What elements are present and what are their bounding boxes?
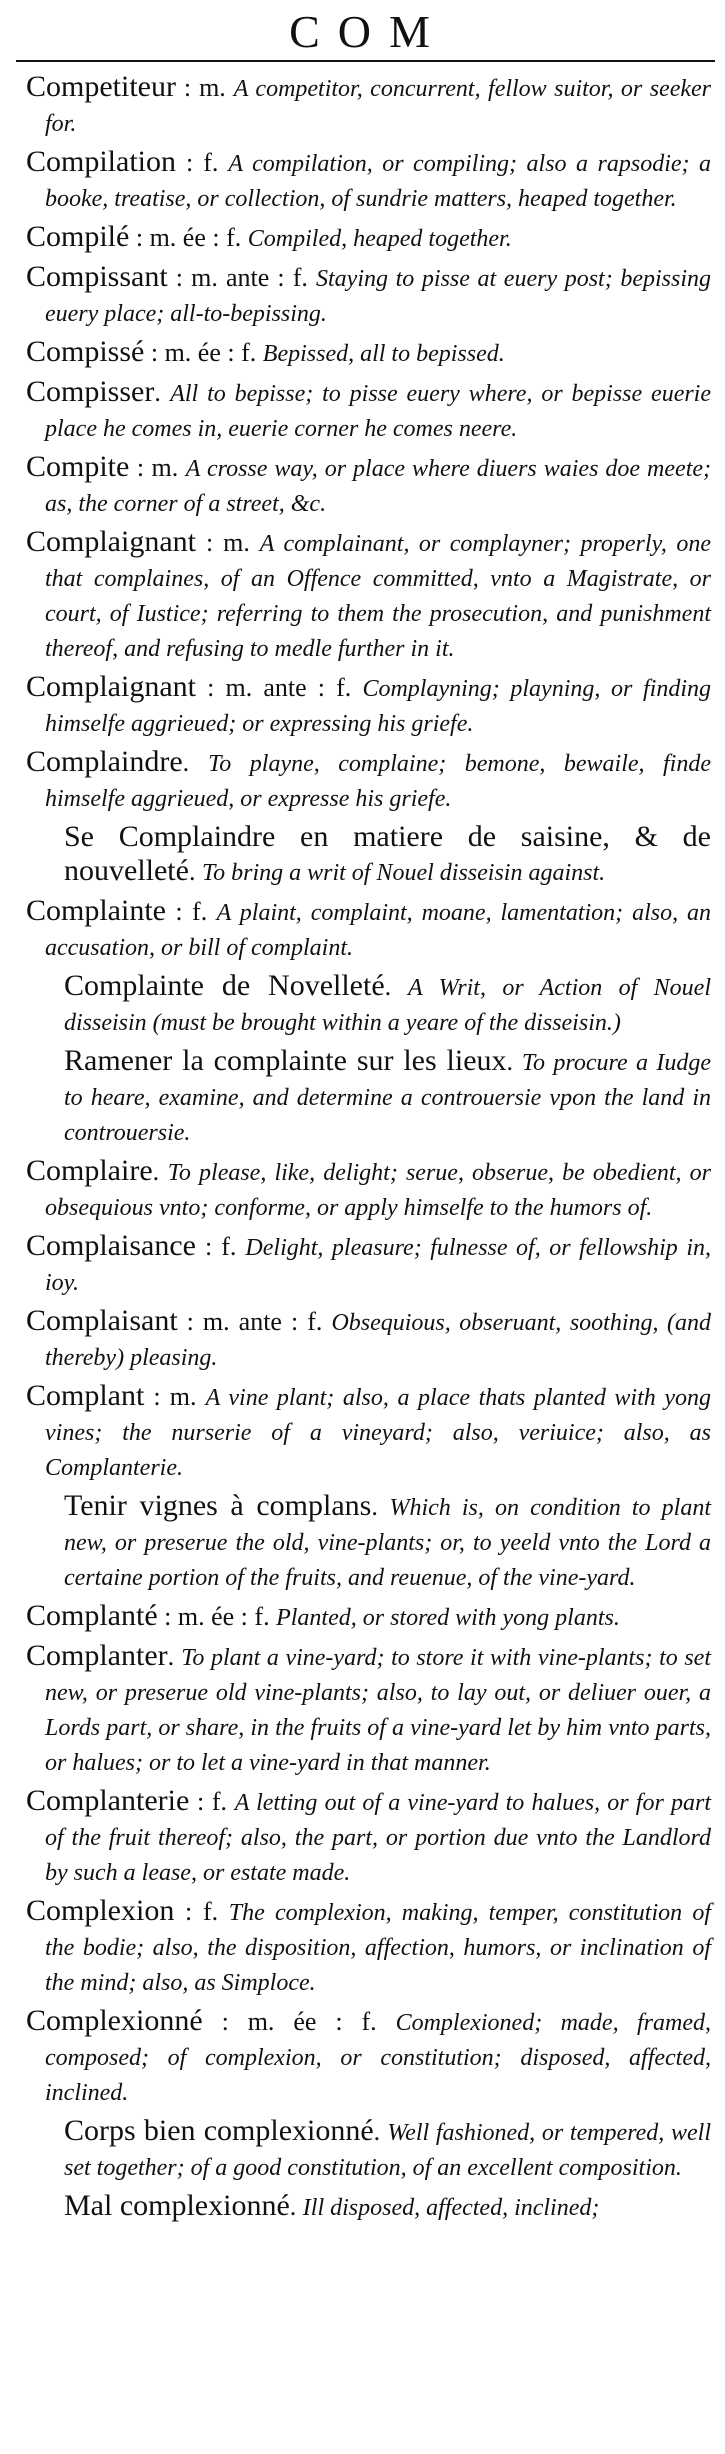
definition: A complainant, or complayner; properly, one that complaines, of an Offence committed, vnto a Magistrate, or court, of Iustice; referring to them the prosecution, and punishment thereof, and refusing to medle further in it. — [45, 531, 711, 662]
sub-entry — [26, 2189, 711, 2225]
headword: Complainte de Novelleté — [64, 969, 385, 1002]
dictionary-entry — [26, 1229, 711, 1300]
headword: Complainte — [26, 894, 166, 927]
definition: To bring a writ of Nouel disseisin against. — [201, 860, 606, 886]
dictionary-entry — [26, 1154, 711, 1225]
definition: Well fashioned, or tempered, well set together; of a good constitution, of an excellent composition. — [64, 2120, 711, 2181]
grammar-note: . — [152, 1157, 168, 1186]
headword: Complaisance — [26, 1229, 196, 1262]
grammar-note: . — [371, 1492, 390, 1521]
definition: A vine plant; also, a place thats planted with yong vines; the nurserie of a vineyard; also, veriuice; also, as Complanterie. — [45, 1385, 712, 1481]
grammar-note: . — [373, 2117, 388, 2146]
sub-entry — [26, 1044, 711, 1150]
dictionary-entry — [26, 745, 711, 816]
definition: A crosse way, or place where diuers waies doe meete; as, the corner of a street, &c. — [45, 456, 711, 517]
definition: To plant a vine-yard; to store it with vine-plants; to set new, or preserue old vine-plants; also, to lay out, or deliuer ouer, a Lords part, or share, in the fruits of a vine-yard let by him vnto parts, or halues; or to let a vine-yard in that manner. — [45, 1645, 712, 1776]
running-head: COM — [289, 6, 448, 57]
dictionary-entry — [26, 375, 711, 446]
headword: Complanté — [26, 1599, 158, 1632]
dictionary-entry — [26, 525, 711, 666]
grammar-note: : f. — [174, 1897, 229, 1926]
definition: Delight, pleasure; fulnesse of, or fellowship in, ioy. — [45, 1235, 711, 1296]
dictionary-entry — [26, 670, 711, 741]
headword: Ramener la complainte sur les lieux — [64, 1044, 507, 1077]
headword: Complaisant — [26, 1304, 178, 1337]
definition: Which is, on condition to plant new, or preserue the old, vine-plants; or, to yeeld vnto the Lord a certaine portion of the fruits, and reuenue, of the vine-yard. — [64, 1495, 711, 1591]
sub-entry — [26, 969, 711, 1040]
dictionary-entry — [26, 1784, 711, 1890]
dictionary-entry — [26, 220, 711, 256]
definition: To please, like, delight; serue, obserue, be obedient, or obsequious vnto; conforme, or apply himselfe to the humors of. — [45, 1160, 712, 1221]
headword: Compisser — [26, 375, 155, 408]
definition: A plaint, complaint, moane, lamentation; also, an accusation, or bill of complaint. — [45, 900, 711, 961]
entry-list — [26, 70, 711, 2225]
headword: Complaindre — [26, 745, 183, 778]
headword: Complaignant — [26, 525, 196, 558]
definition: Obsequious, obseruant, soothing, (and thereby) pleasing. — [45, 1310, 712, 1371]
sub-entry — [26, 1489, 711, 1595]
dictionary-entry — [26, 2004, 711, 2110]
headword: Complaignant — [26, 670, 196, 703]
definition: The complexion, making, temper, constitution of the bodie; also, the disposition, affection, humors, or inclination of the mind; also, as Simploce. — [45, 1900, 711, 1996]
grammar-note: : m. ée : f. — [157, 1602, 277, 1631]
headword: Complant — [26, 1379, 145, 1412]
headword: Compilé — [26, 220, 130, 253]
grammar-note: . — [289, 2192, 303, 2221]
headword: Complexion — [26, 1894, 175, 1927]
grammar-note: : f. — [165, 897, 217, 926]
grammar-note: : m. — [129, 453, 186, 482]
definition: Ill disposed, affected, inclined; — [302, 2195, 600, 2221]
headword: Complexionné — [26, 2004, 203, 2037]
grammar-note: : m. ante : f. — [167, 263, 317, 292]
grammar-note: . — [167, 1642, 182, 1671]
headword: Complanterie — [26, 1784, 190, 1817]
dictionary-entry — [26, 145, 711, 216]
grammar-note: : m. — [144, 1382, 206, 1411]
grammar-note: : m. ante : f. — [177, 1307, 332, 1336]
definition: A Writ, or Action of Nouel disseisin (must be brought within a yeare of the disseisin.) — [64, 975, 711, 1036]
headword: Compissé — [26, 335, 145, 368]
dictionary-entry — [26, 450, 711, 521]
dictionary-entry — [26, 894, 711, 965]
grammar-note: : m. ée : f. — [144, 338, 263, 367]
headword: Se Complaindre en matiere de saisine, & de nouvelleté — [64, 820, 711, 887]
grammar-note: : m. ée : f. — [202, 2007, 396, 2036]
dictionary-entry — [26, 1599, 711, 1635]
definition: A compilation, or compiling; also a rapsodie; a booke, treatise, or collection, of sundrie matters, heaped together. — [45, 151, 711, 212]
headword: Complaire — [26, 1154, 153, 1187]
sub-entry — [26, 820, 711, 890]
definition: A competitor, concurrent, fellow suitor, or seeker for. — [45, 76, 711, 137]
dictionary-entry — [26, 1304, 711, 1375]
definition: To playne, complaine; bemone, bewaile, finde himselfe aggrieued, or expresse his griefe. — [45, 751, 711, 812]
grammar-note: . — [188, 857, 202, 886]
grammar-note: : f. — [176, 148, 229, 177]
grammar-note: . — [182, 748, 209, 777]
dictionary-entry — [26, 1379, 711, 1485]
sub-entry — [26, 2114, 711, 2185]
grammar-note: . — [384, 972, 409, 1001]
definition: Planted, or stored with yong plants. — [276, 1605, 620, 1631]
headword: Compissant — [26, 260, 168, 293]
definition: Staying to pisse at euery post; bepissing euery place; all-to-bepissing. — [45, 266, 711, 327]
definition: Complayning; playning, or finding himselfe aggrieued; or expressing his griefe. — [45, 676, 711, 737]
definition: Compiled, heaped together. — [247, 226, 512, 252]
dictionary-entry — [26, 335, 711, 371]
dictionary-entry — [26, 70, 711, 141]
grammar-note: . — [506, 1047, 522, 1076]
headword: Tenir vignes à complans — [64, 1489, 372, 1522]
headword: Mal complexionné — [64, 2189, 290, 2222]
grammar-note: . — [154, 378, 171, 407]
definition: To procure a Iudge to heare, examine, and determine a controuersie vpon the land in controuersie. — [64, 1050, 711, 1146]
definition: Complexioned; made, framed, composed; of complexion, or constitution; disposed, affected, inclined. — [45, 2010, 711, 2106]
headword: Complanter — [26, 1639, 168, 1672]
definition: Bepissed, all to bepissed. — [262, 341, 505, 367]
grammar-note: : f. — [195, 1232, 246, 1261]
headword: Corps bien complexionné — [64, 2114, 374, 2147]
headword: Compite — [26, 450, 130, 483]
definition: All to bepisse; to pisse euery where, or bepisse euerie place he comes in, euerie corner he comes neere. — [45, 381, 712, 442]
grammar-note: : m. — [195, 528, 260, 557]
dictionary-entry — [26, 1894, 711, 2000]
headword: Compilation — [26, 145, 176, 178]
dictionary-entry — [26, 260, 711, 331]
grammar-note: : m. ante : f. — [195, 673, 363, 702]
header-rule — [16, 60, 715, 62]
headword: Competiteur — [26, 70, 176, 103]
definition: A letting out of a vine-yard to halues, or for part of the fruit thereof; also, the part, or portion due vnto the Landlord by such a lease, or estate made. — [45, 1790, 711, 1886]
dictionary-entry — [26, 1639, 711, 1780]
grammar-note: : f. — [189, 1787, 235, 1816]
grammar-note: : m. ée : f. — [129, 223, 248, 252]
grammar-note: : m. — [175, 73, 234, 102]
